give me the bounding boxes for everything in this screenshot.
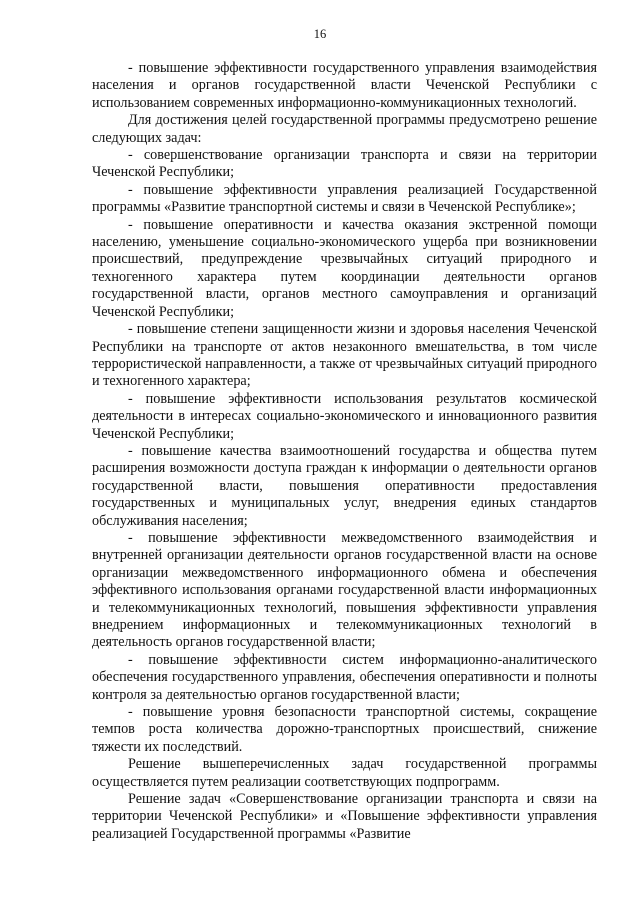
paragraph: - повышение эффективности межведомственного взаимодействия и внутренней организации деятельности органов государственной власти на основе организации межведомственного информационного обмена и обеспечения эффективного использования органами государственной власти информационных и телекоммуникационных технологий, повышения эффективности управления внедрением информационных и телекоммуникационных технологий в деятельность органов государственной власти; — [92, 529, 597, 651]
paragraph: Для достижения целей государственной программы предусмотрено решение следующих задач: — [92, 112, 597, 146]
paragraph: - повышение качества взаимоотношений государства и общества путем расширения возможности доступа граждан к информации о деятельности органов государственной власти, повышения оперативности предоставления государственных и муниципальных услуг, внедрения единых стандартов обслуживания населения; — [92, 442, 597, 529]
paragraph: - повышение эффективности управления реализацией Государственной программы «Развитие транспортной системы и связи в Чеченской Республике»; — [92, 181, 597, 216]
page-number: 16 — [313, 27, 327, 41]
document-body — [92, 60, 597, 843]
paragraph: - повышение оперативности и качества оказания экстренной помощи населению, уменьшение социально-экономического ущерба при возникновении происшествий, предупреждение чрезвычайных ситуаций природного и техногенного характера путем координации деятельности органов государственной власти, органов местного самоуправления и организаций Чеченской Республики; — [92, 216, 597, 320]
paragraph: - повышение эффективности государственного управления взаимодействия населения и органов государственной власти Чеченской Республики с использованием современных информационно-коммуникационных технологий. — [92, 60, 597, 111]
paragraph: Решение задач «Совершенствование организации транспорта и связи на территории Чеченской Республики» и «Повышение эффективности управления реализацией Государственной программы «Развитие — [92, 791, 597, 842]
paragraph: - повышение степени защищенности жизни и здоровья населения Чеченской Республики на транспорте от актов незаконного вмешательства, в том числе террористической направленности, а также от чрезвычайных ситуаций природного и техногенного характера; — [92, 321, 597, 390]
paragraph: Решение вышеперечисленных задач государственной программы осуществляется путем реализации соответствующих подпрограмм. — [92, 756, 597, 790]
paragraph: - совершенствование организации транспорта и связи на территории Чеченской Республики; — [92, 147, 597, 181]
paragraph: - повышение эффективности использования результатов космической деятельности в интересах социально-экономического и инновационного развития Чеченской Республики; — [92, 390, 597, 442]
paragraph: - повышение эффективности систем информационно-аналитического обеспечения государственного управления, обеспечения оперативности и полноты контроля за деятельностью органов государственной власти; — [92, 651, 597, 703]
paragraph: - повышение уровня безопасности транспортной системы, сокращение темпов роста количества дорожно-транспортных происшествий, снижение тяжести их последствий. — [92, 704, 597, 755]
